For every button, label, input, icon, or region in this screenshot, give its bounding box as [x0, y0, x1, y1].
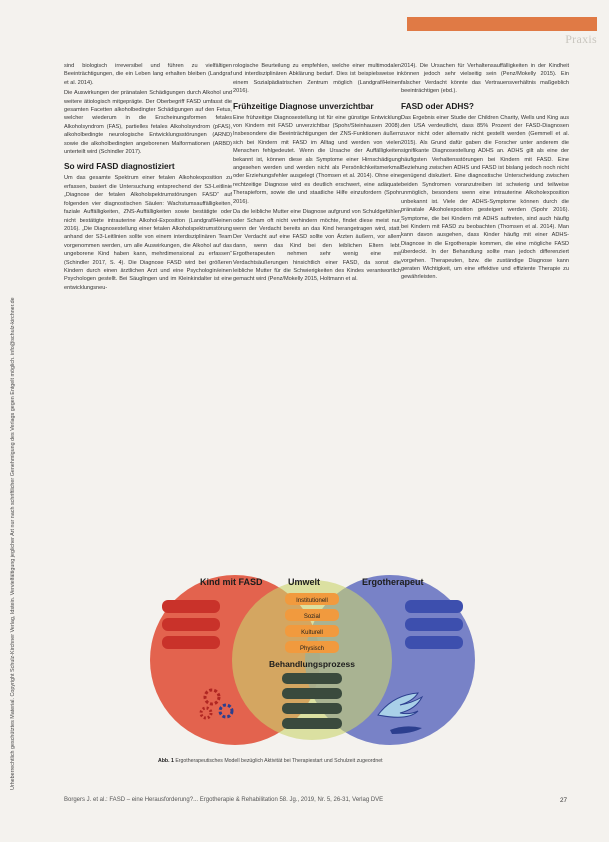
section-heading: So wird FASD diagnostiziert	[64, 161, 175, 172]
right-box	[405, 636, 463, 649]
middle-item-label: Sozial	[303, 614, 321, 620]
right-circle-title: Ergotherapeut	[362, 577, 424, 587]
paragraph: rologische Beurteilung zu empfehlen, welche einer multimodalen und interdisziplinären Abklärung bedarf. Dies ist beispielsweise in einem Sozialpädiatrischen Zentrum möglich (Landgraf/Heinen 2016).	[233, 63, 401, 95]
text-column-1	[64, 62, 232, 294]
paragraph: Eine frühzeitige Diagnosestellung ist für eine günstige Entwicklung von Kindern mit FASD unverzichtbar (Spohr/Steinhausen 2008). Insbesondere die Beeinträchtigungen der ZNS-Funktionen äußern sich bei Kindern mit FASD im Alltag und werden von vielen Menschen fehlgedeutet. Wenn die Ursache der Auffälligkeiten bekannt ist, können diese als Symptome einer Hirnschädigung angesehen werden und werden nicht als Persönlichkeitsmerkmal oder Erziehungsfehler ausgelegt (Thomsen et al. 2014). Ohne eine rechtzeitige Diagnose wird es deutlich erschwert, eine adäquate Therapieform, sowie die und staatliche Hilfe einzufordern (Spohr 2016).	[233, 114, 401, 205]
section-color-bar	[407, 17, 597, 31]
middle-item-label: Kulturell	[301, 630, 323, 636]
left-circle-title: Kind mit FASD	[200, 577, 263, 587]
footer-citation: Borgers J. et al.: FASD – eine Herausforderung?... Ergotherapie & Rehabilitation 58. Jg., 2019, Nr. 5, 26-31, Verlag DVE	[64, 797, 384, 803]
right-box	[405, 618, 463, 631]
process-box	[282, 688, 342, 699]
caption-label: Abb. 1	[158, 758, 174, 764]
right-box	[405, 600, 463, 613]
copyright-sidebar	[0, 0, 20, 842]
venn-diagram	[140, 555, 485, 760]
left-box	[162, 636, 220, 649]
figure-caption	[158, 758, 478, 764]
paragraph: Das Ergebnis einer Studie der Children Charity, Wells und King aus den USA verdeutlicht, dass 85% Prozent der FASD-Diagnosen zuvor nicht oder alternativ nicht gestellt werden (Gemmell et al. 2015). Als Grund dafür gaben die Forscher unter anderem die signifikante Diagnosestellung ADHS an. ADHS gilt als eine der häufigsten Verhaltensstörungen bei Kindern mit FASD. Eine Beziehung zwischen ADHS und FASD ist bislang jedoch noch nicht genügend diskutiert. Eine diagnostische Unterscheidung zwischen beiden Syndromen voranzutreiben ist schwierig und teilweise unmöglich, besonders wenn eine intrauterine Alkoholexposition unbekannt ist. Viele der ADHS-Symptome können durch die pränatale Alkoholexposition gesteigert werden (Spohr 2016). Symptome, die bei Kindern mit ADHS auftreten, sind auch häufig bei Kindern mit FASD zu beobachten (Thomsen et al. 2014). Man kann davon ausgehen, dass Kinder häufig mit einer ADHS-Diagnose in die Ergotherapie kommen, die eine mögliche FASD überdeckt. In der Behandlung sollte man jedoch differenziert vorgehen. Therapeuten, bzw. die zuständige Diagnose kann geraten Wichtigkeit, um eine effektive und effiziente Therapie zu gewährleisten.	[401, 114, 569, 281]
middle-circle-title: Umwelt	[288, 577, 321, 587]
paragraph: Die Auswirkungen der pränatalen Schädigungen durch Alkohol und weitere ätiologisch mitgeprägte. Der Oberbegriff FASD umfasst die gesamten Facetten alkoholbedingter Schädigungen auf den Fetus, welcher wiederum in die Erscheinungsformen fetales Alkoholsyndrom (FAS), partielles fetales Alkoholsyndrom (pFAS), alkoholbedingte neurologische Entwicklungsstörungen (ARND) sowie die alkoholbedingten angeborenen Malformationen (ARBD) unterteilt wird (Schindler 2017).	[64, 90, 232, 156]
copyright-text: Urheberrechtlich geschütztes Material. Copyright Schulz-Kirchner Verlag, Idstein. Vervielfältigung jeglicher Art nur nach schriftlicher Genehmigung des Verlags gegen Entgelt möglich. info@schulz-kirchner.de	[10, 297, 16, 790]
process-box	[282, 673, 342, 684]
middle-item-label: Institutionell	[296, 598, 328, 604]
caption-text: Ergotherapeutisches Modell bezüglich Aktivität bei Therapiestart und Schulzeit zugeordnet	[175, 758, 383, 764]
paragraph: Da die leibliche Mutter eine Diagnose aufgrund von Schuldgefühlen oder Scham oft nicht verhindern möchte, findet diese meist nur, wenn der Verdacht bereits an das Kind herangetragen wird, statt. Der Verdacht auf eine FASD sollte von Ärzten äußern, vor allem dann, wenn das Kind bei den leiblichen Eltern lebt. Ergotherapeuten nehmen sehr wenig eine mit Verdachtsäußerungen hinsichtlich einer FASD, da sonst die leibliche Mutter für die Schwierigkeiten des Kindes verantwortlich gemacht wird (Penz/Mokelly 2015, Holtmann et al.	[233, 209, 401, 283]
therapy-model-figure	[140, 555, 485, 760]
page-number: 27	[560, 797, 568, 804]
paragraph: sind biologisch irreversibel und führen zu vielfältigen Beeinträchtigungen, die ein Leben lang erhalten bleiben (Landgraf et al. 2014).	[64, 63, 232, 86]
text-column-3	[401, 62, 569, 284]
process-title: Behandlungsprozess	[269, 659, 355, 669]
paragraph: Um das gesamte Spektrum einer fetalen Alkoholexposition zu erfassen, basiert die Untersuchung entsprechend der S3-Leitlinie „Diagnose der fetalen Alkoholspektrumstörungen FASD“ auf folgenden vier diagnostischen Säulen: Wachstumsauffälligkeiten, faziale Auffälligkeiten, ZNS-Auffälligkeiten sowie bestätigte oder nicht bestätigte intrauterine Alkohol-Exposition (Landgraf/Heinen 2016). „Die Diagnosestellung einer fetalen Alkoholspektrumstörung anhand der S3-Leitlinien sollte von einem interdisziplinären Team vorgenommen werden, um alle Auswirkungen, die Alkohol auf das ungeborene Kind haben kann, mehrdimensional zu erfassen“ (Schindler 2017, S. 4). Die Diagnose FASD wird bei größeren Kindern durch einen ärztlichen Arzt und eine Psychologin/einen Psychologen gestellt. Bei Säuglingen und im Kleinkindalter ist eine entwicklungsneu-	[64, 175, 232, 291]
section-heading: FASD oder ADHS?	[401, 100, 474, 111]
left-box	[162, 618, 220, 631]
section-label: Praxis	[565, 32, 597, 46]
section-heading: Frühzeitige Diagnose unverzichtbar	[233, 100, 374, 111]
process-box	[282, 703, 342, 714]
middle-item-label: Physisch	[299, 646, 325, 652]
paragraph: 2014). Die Ursachen für Verhaltensauffälligkeiten in der Kindheit können jedoch sehr vielseitig sein (Penz/Mokelly 2015). Ein falscher Verdacht könnte das Vertrauensverhältnis maßgeblich beeinträchtigen (ebd.).	[401, 63, 569, 95]
text-column-2	[233, 62, 401, 286]
left-box	[162, 600, 220, 613]
process-box	[282, 718, 342, 729]
